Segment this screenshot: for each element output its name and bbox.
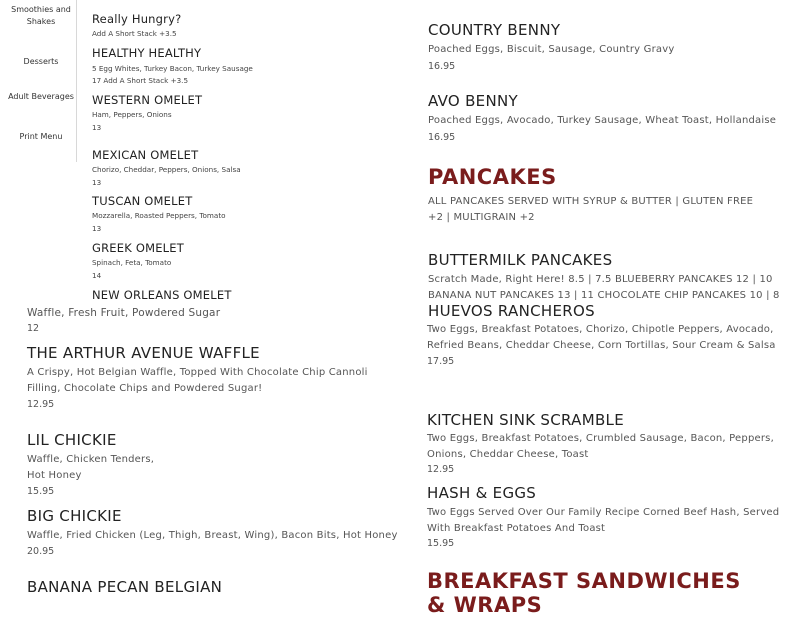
menu-item-price: 12.95 [27, 399, 55, 410]
menu-item-desc: Ham, Peppers, Onions [92, 110, 172, 119]
menu-item-price: 14 [92, 271, 102, 280]
menu-item-name: WESTERN OMELET [92, 93, 203, 107]
menu-item-name: BANANA PECAN BELGIAN [27, 578, 223, 596]
menu-item-name: HUEVOS RANCHEROS [428, 302, 595, 320]
menu-item-price: 16.95 [428, 132, 456, 143]
menu-item-name: MEXICAN OMELET [92, 148, 199, 162]
menu-item-desc: Scratch Made, Right Here! 8.5 | 7.5 BLUEBERRY PANCAKES 12 | 10 BANANA NUT PANCAKES 13 | 11 CHOCOLATE CHIP PANCAKES 10 | 8 [428, 274, 780, 300]
menu-item-name: GREEK OMELET [92, 241, 184, 255]
nav-smoothies-shakes[interactable]: Smoothies and Shakes [11, 5, 71, 26]
menu-item-desc: Poached Eggs, Biscuit, Sausage, Country Gravy [428, 44, 675, 55]
section-note: ALL PANCAKES SERVED WITH SYRUP & BUTTER | GLUTEN FREE +2 | MULTIGRAIN +2 [428, 196, 754, 223]
menu-item-name: LIL CHICKIE [27, 431, 117, 449]
menu-item-price: 13 [92, 178, 102, 187]
menu-item-desc: Spinach, Feta, Tomato [92, 258, 172, 267]
section-heading-pancakes: PANCAKES [428, 165, 557, 189]
menu-item-price: 16.95 [428, 61, 456, 72]
menu-item-name: HEALTHY HEALTHY [92, 46, 202, 60]
menu-item-name: Really Hungry? [92, 12, 182, 26]
menu-item-desc: Mozzarella, Roasted Peppers, Tomato [92, 211, 226, 220]
menu-item-price: 20.95 [27, 546, 55, 557]
menu-item-desc: Waffle, Fresh Fruit, Powdered Sugar [27, 307, 221, 319]
menu-item-desc: Poached Eggs, Avocado, Turkey Sausage, Wheat Toast, Hollandaise [428, 115, 777, 126]
menu-item-price: 13 [92, 123, 102, 132]
nav-adult-beverages[interactable]: Adult Beverages [8, 92, 74, 101]
menu-item-price: 15.95 [27, 486, 55, 497]
menu-item-price: 15.95 [427, 538, 455, 549]
menu-item-price: 13 [92, 224, 102, 233]
menu-item-desc: Waffle, Chicken Tenders, [27, 454, 155, 465]
menu-item-name: BUTTERMILK PANCAKES [428, 251, 613, 269]
menu-item-desc: Two Eggs, Breakfast Potatoes, Chorizo, Chipotle Peppers, Avocado, Refried Beans, Cheddar Cheese, Corn Tortillas, Sour Cream & Salsa [427, 324, 776, 351]
menu-item-desc: Two Eggs Served Over Our Family Recipe Corned Beef Hash, Served With Breakfast Potatoes And Toast [427, 507, 780, 534]
menu-item-name: BIG CHICKIE [27, 507, 122, 525]
menu-item-desc: Chorizo, Cheddar, Peppers, Onions, Salsa [92, 165, 241, 174]
menu-item-name: TUSCAN OMELET [92, 194, 193, 208]
menu-item-name: AVO BENNY [428, 92, 518, 110]
menu-item-price: 12 [27, 323, 40, 334]
menu-item-desc: Hot Honey [27, 470, 82, 481]
nav-desserts[interactable]: Desserts [23, 57, 59, 66]
menu-item-name: THE ARTHUR AVENUE WAFFLE [27, 344, 260, 362]
menu-item-name: HASH & EGGS [427, 484, 537, 502]
nav-print-menu[interactable]: Print Menu [19, 132, 63, 141]
menu-item-price: 17.95 [427, 356, 455, 367]
menu-item-desc: 5 Egg Whites, Turkey Bacon, Turkey Sausage [92, 64, 253, 73]
menu-item-name: KITCHEN SINK SCRAMBLE [427, 411, 624, 429]
menu-item-desc: Waffle, Fried Chicken (Leg, Thigh, Breast, Wing), Bacon Bits, Hot Honey [27, 530, 398, 541]
menu-item-price: 12.95 [427, 464, 455, 475]
menu-item-name: NEW ORLEANS OMELET [92, 288, 232, 302]
category-sidebar [0, 0, 77, 162]
menu-item-desc: A Crispy, Hot Belgian Waffle, Topped With Chocolate Chip Cannoli Filling, Chocolate Chips and Powdered Sugar! [27, 367, 368, 394]
menu-item-desc: 17 Add A Short Stack +3.5 [92, 76, 189, 85]
section-heading-breakfast-sandwiches: BREAKFAST SANDWICHES & WRAPS [427, 569, 741, 617]
menu-item-desc: Add A Short Stack +3.5 [92, 29, 177, 38]
menu-item-name: COUNTRY BENNY [428, 21, 561, 39]
menu-item-desc: Two Eggs, Breakfast Potatoes, Crumbled Sausage, Bacon, Peppers, Onions, Cheddar Cheese, Toast [427, 433, 774, 460]
